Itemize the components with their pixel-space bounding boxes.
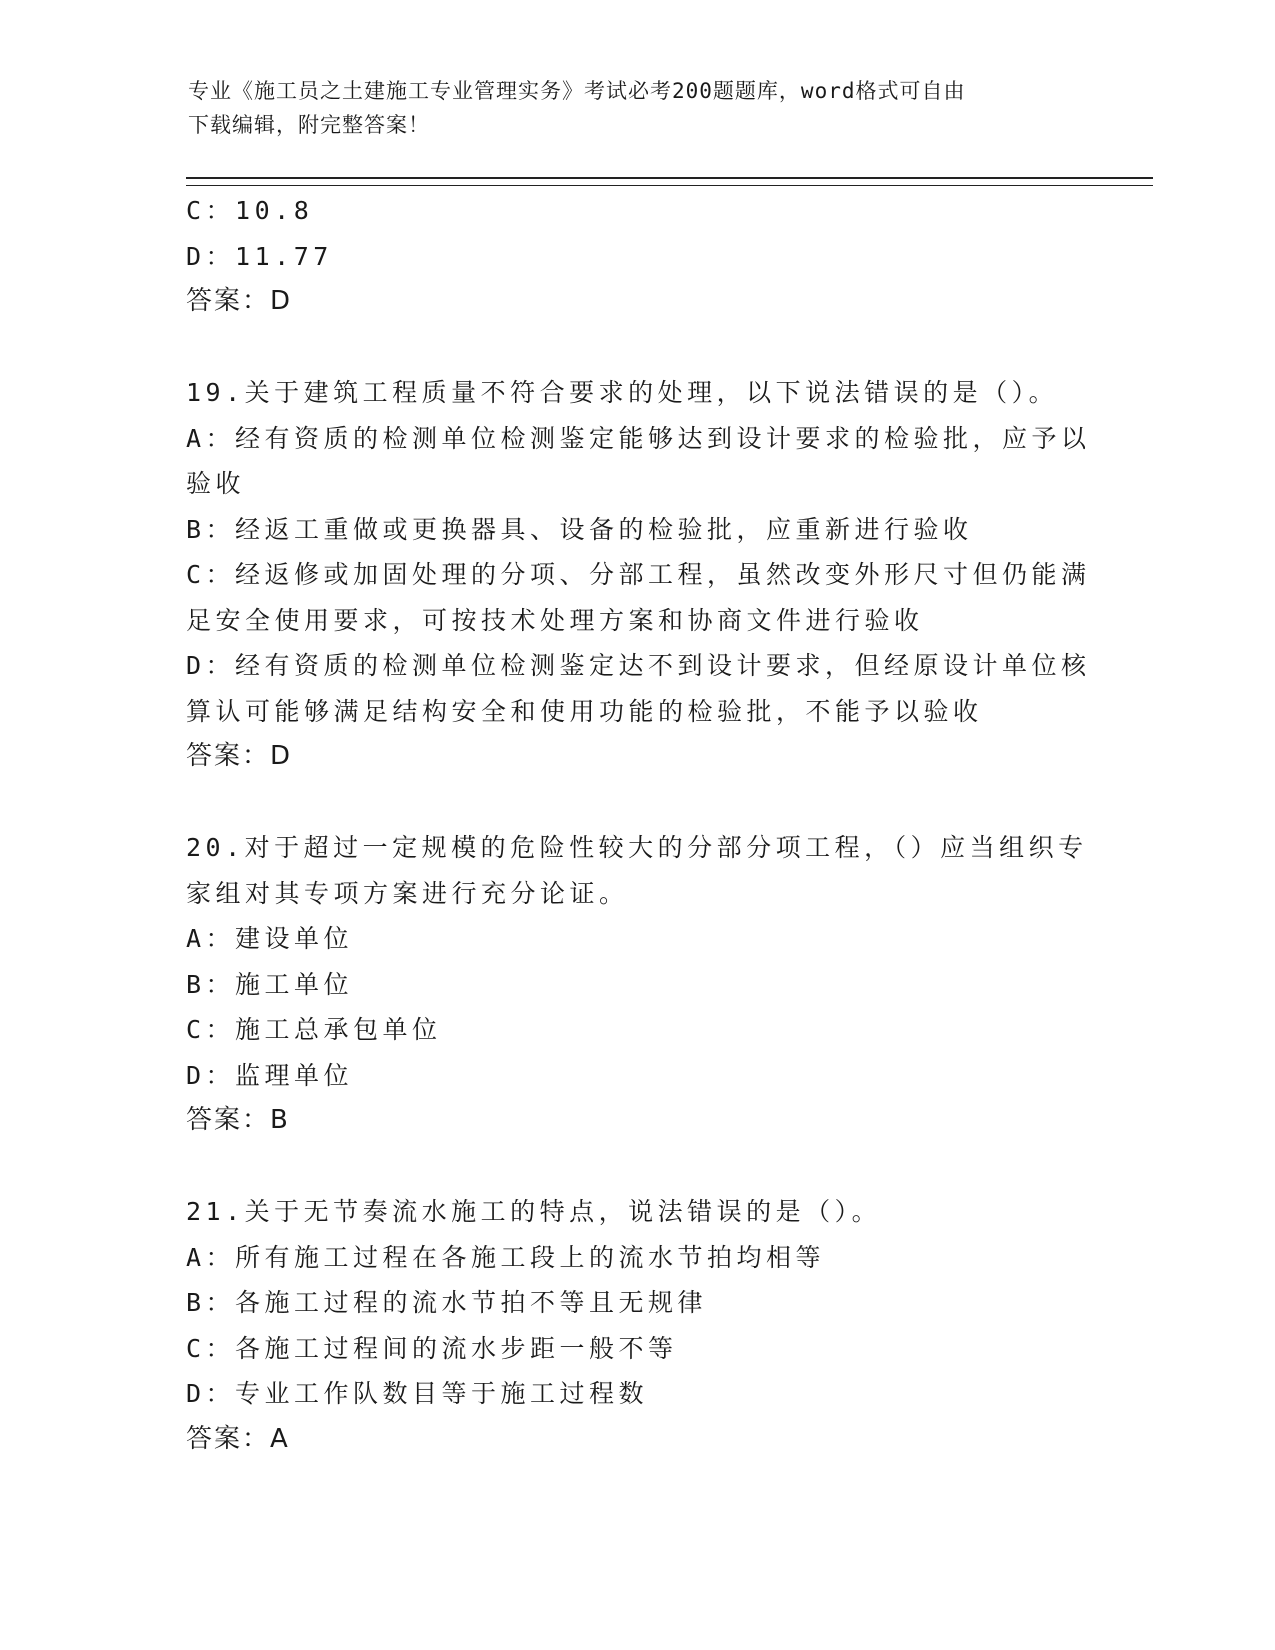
option-a: A：经有资质的检测单位检测鉴定能够达到设计要求的检验批，应予以 <box>186 423 1091 453</box>
option-c-cont: 足安全使用要求，可按技术处理方案和协商文件进行验收 <box>186 605 924 635</box>
option-d-cont: 算认可能够满足结构安全和使用功能的检验批，不能予以验收 <box>186 696 983 726</box>
option-b: B：各施工过程的流水节拍不等且无规律 <box>186 1288 708 1317</box>
question-19 <box>186 370 1091 780</box>
option-a-cont: 验收 <box>186 469 246 498</box>
option-b: B：经返工重做或更换器具、设备的检验批，应重新进行验收 <box>186 514 973 544</box>
option-c: C：施工总承包单位 <box>186 1015 442 1044</box>
option-c: C：经返修或加固处理的分项、分部工程，虽然改变外形尺寸但仍能满 <box>186 560 1091 589</box>
page-header <box>188 74 1068 142</box>
answer-line: 答案：D <box>186 741 293 771</box>
option-c: C：10.8 <box>186 196 314 225</box>
answer-line: 答案：B <box>186 1105 290 1135</box>
question-list <box>186 188 1091 1462</box>
option-a: A：所有施工过程在各施工段上的流水节拍均相等 <box>186 1242 826 1272</box>
question-stem: 19.关于建筑工程质量不符合要求的处理，以下说法错误的是（）。 <box>186 378 1059 407</box>
header-divider <box>186 177 1153 186</box>
answer-line: 答案：D <box>186 286 293 316</box>
option-d: D：监理单位 <box>186 1060 354 1090</box>
header-line-2: 下载编辑，附完整答案！ <box>188 113 430 137</box>
header-line-1: 专业《施工员之土建施工专业管理实务》考试必考200题题库，word格式可自由 <box>188 79 966 103</box>
question-21 <box>186 1189 1086 1462</box>
option-b: B：施工单位 <box>186 969 354 999</box>
question-stem: 21.关于无节奏流水施工的特点，说法错误的是（）。 <box>186 1197 882 1226</box>
prev-question-tail <box>186 188 1086 325</box>
option-d: D：11.77 <box>186 241 333 271</box>
option-a: A：建设单位 <box>186 924 354 953</box>
question-20 <box>186 825 1086 1144</box>
question-stem: 20.对于超过一定规模的危险性较大的分部分项工程，（）应当组织专 <box>186 833 1088 862</box>
question-stem-cont: 家组对其专项方案进行充分论证。 <box>186 878 629 908</box>
option-c: C：各施工过程间的流水步距一般不等 <box>186 1333 678 1363</box>
answer-line: 答案：A <box>186 1423 290 1454</box>
option-d: D：经有资质的检测单位检测鉴定达不到设计要求，但经原设计单位核 <box>186 651 1091 680</box>
option-d: D：专业工作队数目等于施工过程数 <box>186 1379 649 1408</box>
